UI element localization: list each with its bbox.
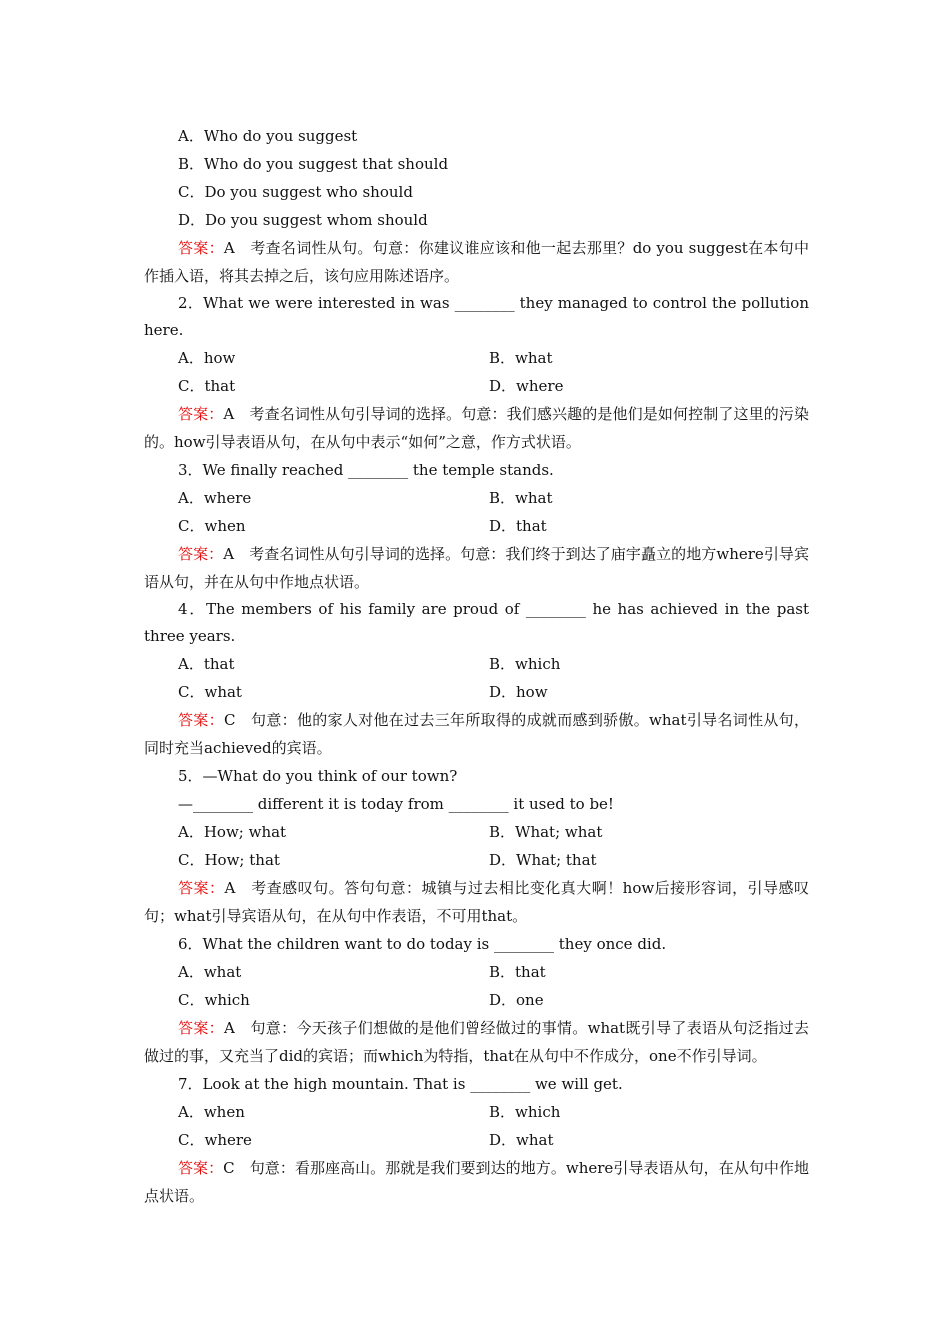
- q1-option-c: C．Do you suggest who should: [178, 183, 413, 201]
- q4-options-row-1: [144, 650, 809, 678]
- answer-text: A 考查名词性从句引导词的选择。句意：我们感兴趣的是他们是如何控制了这里的污染的。how引导表语从句，在从句中表示“如何”之意，作方式状语。: [144, 405, 809, 451]
- q5-option-b: B．What; what: [489, 823, 603, 841]
- q7-option-c: C．where: [178, 1131, 252, 1149]
- q3-option-c: C．when: [178, 517, 246, 535]
- q6-option-b: B．that: [489, 963, 546, 981]
- q6-options-row-1: [144, 958, 809, 986]
- answer-text: A 考查名词性从句。句意：你建议谁应该和他一起去那里？do you suggest在本句中作插入语，将其去掉之后，该句应用陈述语序。: [144, 239, 809, 285]
- answer-label: 答案：: [178, 879, 225, 897]
- q7-stem: 7．Look at the high mountain. That is ________ we will get.: [178, 1075, 623, 1093]
- q3-answer: [144, 540, 809, 596]
- q6-options-row-2: [144, 986, 809, 1014]
- q4-option-c: C．what: [178, 683, 242, 701]
- q5-stem-question: 5．—What do you think of our town?: [178, 767, 458, 785]
- q3-options-row-1: [144, 484, 809, 512]
- answer-label: 答案：: [178, 239, 224, 257]
- q5-option-a: A．How; what: [178, 823, 287, 841]
- q4-option-a: A．that: [178, 655, 235, 673]
- answer-label: 答案：: [178, 711, 224, 729]
- q5-answer: [144, 874, 809, 930]
- answer-text: A 考查感叹句。答句句意：城镇与过去相比变化真大啊！how后接形容词，引导感叹句；what引导宾语从句，在从句中作表语，不可用that。: [144, 879, 809, 925]
- document-content: [144, 122, 809, 1210]
- q5-stem-reply: —________ different it is today from ________ it used to be!: [178, 795, 614, 813]
- answer-text: A 考查名词性从句引导词的选择。句意：我们终于到达了庙宇矗立的地方where引导宾语从句，并在从句中作地点状语。: [144, 545, 809, 591]
- q5-option-c: C．How; that: [178, 851, 280, 869]
- q7-options-row-2: [144, 1126, 809, 1154]
- answer-text: C 句意：他的家人对他在过去三年所取得的成就而感到骄傲。what引导名词性从句，同时充当achieved的宾语。: [144, 711, 809, 757]
- q1-option-d: D．Do you suggest whom should: [178, 211, 428, 229]
- q7-options-row-1: [144, 1098, 809, 1126]
- q5-option-d: D．What; that: [489, 851, 597, 869]
- q5-options-row-1: [144, 818, 809, 846]
- q5-options-row-2: [144, 846, 809, 874]
- q3-stem: 3．We finally reached ________ the temple stands.: [178, 461, 554, 479]
- q2-answer: [144, 400, 809, 456]
- q2-option-b: B．what: [489, 349, 553, 367]
- answer-text: A 句意：今天孩子们想做的是他们曾经做过的事情。what既引导了表语从句泛指过去做过的事，又充当了did的宾语；而which为特指，that在从句中不作成分，one不作引导词。: [144, 1019, 809, 1065]
- q7-answer: [144, 1154, 809, 1210]
- q6-option-d: D．one: [489, 991, 544, 1009]
- q3-option-d: D．that: [489, 517, 547, 535]
- answer-text: C 句意：看那座高山。那就是我们要到达的地方。where引导表语从句，在从句中作地点状语。: [144, 1159, 809, 1205]
- q3-options-row-2: [144, 512, 809, 540]
- answer-label: 答案：: [178, 405, 224, 423]
- q3-option-b: B．what: [489, 489, 553, 507]
- q3-option-a: A．where: [178, 489, 252, 507]
- q4-option-d: D．how: [489, 683, 548, 701]
- q1-option-a: A．Who do you suggest: [178, 127, 358, 145]
- q6-stem: 6．What the children want to do today is ________ they once did.: [178, 935, 667, 953]
- q2-options-row-1: [144, 344, 809, 372]
- q6-option-a: A．what: [178, 963, 242, 981]
- q7-option-a: A．when: [178, 1103, 245, 1121]
- answer-label: 答案：: [178, 1159, 224, 1177]
- q2-option-a: A．how: [178, 349, 236, 367]
- q2-option-c: C．that: [178, 377, 236, 395]
- q2-options-row-2: [144, 372, 809, 400]
- q7-option-d: D．what: [489, 1131, 554, 1149]
- q6-option-c: C．which: [178, 991, 250, 1009]
- q1-option-b: B．Who do you suggest that should: [178, 155, 449, 173]
- answer-label: 答案：: [178, 1019, 224, 1037]
- answer-label: 答案：: [178, 545, 224, 563]
- q4-option-b: B．which: [489, 655, 561, 673]
- q1-answer: [144, 234, 809, 290]
- q2-option-d: D．where: [489, 377, 564, 395]
- q4-answer: [144, 706, 809, 762]
- q4-stem: 4．The members of his family are proud of ________ he has achieved in the past three years.: [144, 600, 809, 645]
- q6-answer: [144, 1014, 809, 1070]
- q7-option-b: B．which: [489, 1103, 561, 1121]
- q2-stem: 2．What we were interested in was ________ they managed to control the pollution here.: [144, 294, 809, 339]
- q4-options-row-2: [144, 678, 809, 706]
